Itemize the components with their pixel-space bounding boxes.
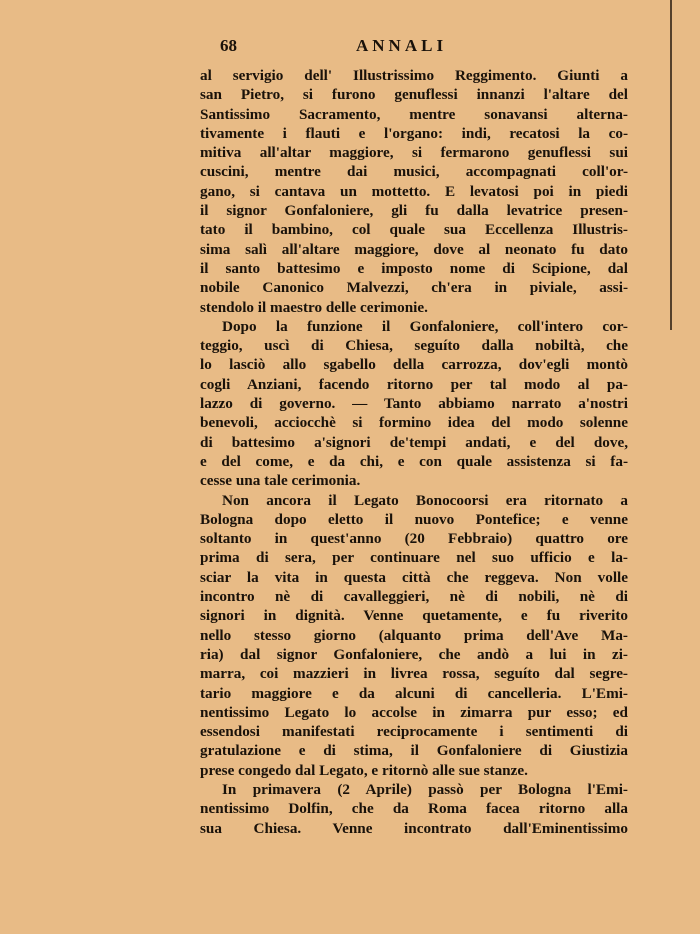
text-line: signori in dignità. Venne quetamente, e fu riverito [200, 607, 628, 625]
text-line: benevoli, acciocchè si formino idea del modo solenne [200, 414, 628, 432]
text-line: tato il bambino, col quale sua Eccellenza Illustris- [200, 221, 628, 239]
text-line: cesse una tale cerimonia. [200, 472, 361, 490]
text-line: Santissimo Sacramento, mentre sonavansi alterna- [200, 105, 628, 123]
text-line: cuscini, mentre dai musici, accompagnati coll'or- [200, 163, 628, 181]
text-line: sima salì all'altare maggiore, dove al neonato fu dato [200, 240, 628, 258]
text-line: ria) dal signor Gonfaloniere, che andò a lui in zi- [200, 645, 628, 663]
text-line: e del come, e da chi, e con quale assistenza si fa- [200, 452, 628, 470]
text-line: essendosi manifestati reciprocamente i sentimenti di [200, 723, 628, 741]
text-line: di battesimo a'signori de'tempi andati, e del dove, [200, 433, 628, 451]
text-line: Non ancora il Legato Bonocoorsi era ritornato a [222, 491, 628, 509]
text-line: marra, coi mazzieri in livrea rossa, seguíto dal segre- [200, 665, 628, 683]
text-line: nobile Canonico Malvezzi, ch'era in piviale, assi- [200, 279, 628, 297]
text-line: lazzo di governo. — Tanto abbiamo narrato a'nostri [200, 395, 628, 413]
page-edge-line [670, 0, 672, 330]
text-line: soltanto in quest'anno (20 Febbraio) quattro ore [200, 530, 628, 548]
text-line: gratulazione e di stima, il Gonfaloniere di Giustizia [200, 742, 628, 760]
text-line: il santo battesimo e imposto nome di Scipione, dal [200, 259, 628, 277]
text-line: incontro nè di cavalleggieri, nè di nobili, nè di [200, 588, 628, 606]
page-number: 68 [220, 36, 237, 55]
text-line: mitiva all'altar maggiore, si fermarono genuflessi sui [200, 144, 628, 162]
text-line: Dopo la funzione il Gonfaloniere, coll'intero cor- [222, 317, 628, 335]
text-line: nentissimo Legato lo accolse in zimarra pur esso; ed [200, 703, 628, 721]
text-line: In primavera (2 Aprile) passò per Bologna l'Emi- [222, 780, 628, 798]
text-line: nentissimo Dolfin, che da Roma facea ritorno alla [200, 800, 628, 818]
body-text [200, 66, 628, 838]
text-line: al servigio dell' Illustrissimo Reggimento. Giunti a [200, 67, 628, 84]
text-line: tario maggiore e da alcuni di cancelleria. L'Emi- [200, 684, 628, 702]
text-line: tivamente i flauti e l'organo: indi, recatosi la co- [200, 124, 628, 142]
text-line: nello stesso giorno (alquanto prima dell'Ave Ma- [200, 626, 628, 644]
text-line: sua Chiesa. Venne incontrato dall'Eminentissimo [200, 819, 628, 837]
text-line: teggio, uscì di Chiesa, seguíto dalla nobiltà, che [200, 337, 628, 355]
text-line: prima di sera, per continuare nel suo ufficio e la- [200, 549, 628, 567]
page-header [200, 36, 628, 60]
text-line: Bologna dopo eletto il nuovo Pontefice; e venne [200, 510, 628, 528]
text-line: il signor Gonfaloniere, gli fu dalla levatrice presen- [200, 202, 628, 220]
text-line: cogli Anziani, facendo ritorno per tal modo al pa- [200, 375, 628, 393]
text-line: prese congedo dal Legato, e ritornò alle sue stanze. [200, 761, 528, 779]
running-title: ANNALI [356, 36, 448, 55]
text-line: sciar la vita in questa città che reggeva. Non volle [200, 568, 628, 586]
text-line: lo lasciò allo sgabello della carrozza, dov'egli montò [200, 356, 628, 374]
text-line: stendolo il maestro delle cerimonie. [200, 298, 428, 316]
text-line: gano, si cantava un mottetto. E levatosi poi in piedi [200, 182, 628, 200]
text-line: san Pietro, si furono genuflessi innanzi l'altare del [200, 86, 628, 104]
